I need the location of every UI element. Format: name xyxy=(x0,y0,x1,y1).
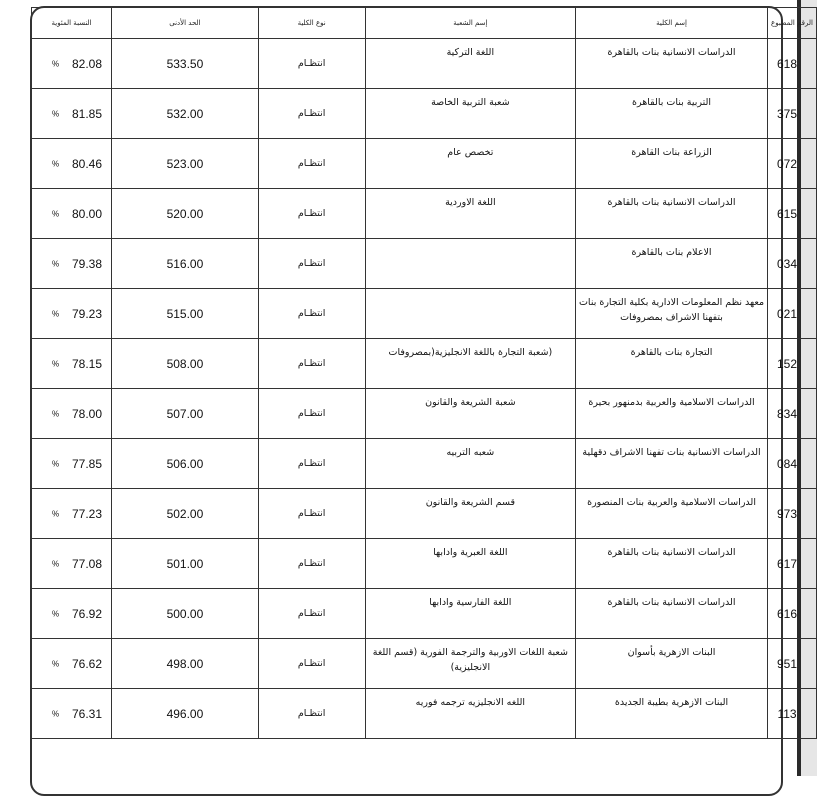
table-row xyxy=(32,489,817,539)
min-score: 496.00 xyxy=(112,689,259,739)
printed-code: 113 xyxy=(768,689,817,739)
percent-sign: % xyxy=(52,109,60,118)
branch-name: اللغة الفارسية وادابها xyxy=(365,589,575,639)
college-name: الدراسات الانسانية بنات بالقاهرة xyxy=(576,39,768,89)
percent-value: 81.85 xyxy=(72,106,103,121)
branch-name: شعبة التربية الخاصة xyxy=(365,89,575,139)
branch-name: شعبة اللغات الاوربية والترجمة الفورية (قسم اللغة الانجليزية) xyxy=(365,639,575,689)
percent-sign: % xyxy=(52,259,60,268)
percent-cell xyxy=(32,389,112,439)
header-printed-code: الرقم المطبوع xyxy=(768,8,817,39)
results-table xyxy=(31,7,817,739)
table-row xyxy=(32,639,817,689)
college-name: التجارة بنات بالقاهرة xyxy=(576,339,768,389)
printed-code: 375 xyxy=(768,89,817,139)
table-row xyxy=(32,539,817,589)
college-type: انتظـام xyxy=(258,689,365,739)
min-score: 508.00 xyxy=(112,339,259,389)
printed-code: 034 xyxy=(768,239,817,289)
percent-value: 76.31 xyxy=(72,706,103,721)
college-type: انتظـام xyxy=(258,89,365,139)
college-name: الاعلام بنات بالقاهرة xyxy=(576,239,768,289)
branch-name: اللغة الاوردية xyxy=(365,189,575,239)
college-type: انتظـام xyxy=(258,139,365,189)
percent-cell xyxy=(32,539,112,589)
percent-cell xyxy=(32,439,112,489)
percent-cell xyxy=(32,89,112,139)
header-min-score: الحد الأدنى xyxy=(112,8,259,39)
percent-sign: % xyxy=(52,309,60,318)
college-name: الدراسات الاسلامية والعربية بدمنهور بحيرة xyxy=(576,389,768,439)
percent-value: 76.92 xyxy=(72,606,103,621)
table-row xyxy=(32,589,817,639)
min-score: 515.00 xyxy=(112,289,259,339)
percent-value: 82.08 xyxy=(72,56,103,71)
printed-code: 021 xyxy=(768,289,817,339)
college-type: انتظـام xyxy=(258,639,365,689)
college-name: البنات الازهرية بأسوان xyxy=(576,639,768,689)
percent-cell xyxy=(32,189,112,239)
college-type: انتظـام xyxy=(258,389,365,439)
printed-code: 617 xyxy=(768,539,817,589)
branch-name xyxy=(365,289,575,339)
min-score: 516.00 xyxy=(112,239,259,289)
branch-name: اللغة العبرية وادابها xyxy=(365,539,575,589)
college-name: البنات الازهرية بطيبة الجديدة xyxy=(576,689,768,739)
percent-sign: % xyxy=(52,59,60,68)
college-name: الدراسات الانسانية بنات بالقاهرة xyxy=(576,189,768,239)
min-score: 507.00 xyxy=(112,389,259,439)
printed-code: 152 xyxy=(768,339,817,389)
college-type: انتظـام xyxy=(258,589,365,639)
college-name: الزراعة بنات القاهرة xyxy=(576,139,768,189)
branch-name: تخصص عام xyxy=(365,139,575,189)
college-type: انتظـام xyxy=(258,339,365,389)
table-header xyxy=(32,8,817,39)
printed-code: 084 xyxy=(768,439,817,489)
percent-value: 80.46 xyxy=(72,156,103,171)
percent-cell xyxy=(32,339,112,389)
percent-value: 79.23 xyxy=(72,306,103,321)
percent-cell xyxy=(32,489,112,539)
college-type: انتظـام xyxy=(258,489,365,539)
min-score: 502.00 xyxy=(112,489,259,539)
college-type: انتظـام xyxy=(258,439,365,489)
percent-cell xyxy=(32,689,112,739)
table-row xyxy=(32,89,817,139)
branch-name: قسم الشريعة والقانون xyxy=(365,489,575,539)
header-college-name: إسم الكلية xyxy=(576,8,768,39)
printed-code: 615 xyxy=(768,189,817,239)
table-row xyxy=(32,689,817,739)
branch-name: شعبة الشريعة والقانون xyxy=(365,389,575,439)
table-row xyxy=(32,339,817,389)
branch-name xyxy=(365,239,575,289)
percent-sign: % xyxy=(52,459,60,468)
percent-value: 77.23 xyxy=(72,506,103,521)
branch-name: اللغة التركية xyxy=(365,39,575,89)
college-name: معهد نظم المعلومات الادارية بكلية التجارة بنات بتفهنا الاشراف بمصروفات xyxy=(576,289,768,339)
college-type: انتظـام xyxy=(258,289,365,339)
percent-value: 78.15 xyxy=(72,356,103,371)
percent-cell xyxy=(32,39,112,89)
header-percent: النسبة المئوية xyxy=(32,8,112,39)
percent-cell xyxy=(32,589,112,639)
branch-name: (شعبة التجارة باللغة الانجليزية(بمصروفات xyxy=(365,339,575,389)
percent-value: 79.38 xyxy=(72,256,103,271)
college-name: الدراسات الانسانية بنات بالقاهرة xyxy=(576,539,768,589)
percent-sign: % xyxy=(52,159,60,168)
percent-value: 78.00 xyxy=(72,406,103,421)
table-row xyxy=(32,139,817,189)
printed-code: 618 xyxy=(768,39,817,89)
header-branch-name: إسم الشعبة xyxy=(365,8,575,39)
header-college-type: نوع الكلية xyxy=(258,8,365,39)
percent-value: 80.00 xyxy=(72,206,103,221)
college-type: انتظـام xyxy=(258,39,365,89)
percent-cell xyxy=(32,239,112,289)
min-score: 520.00 xyxy=(112,189,259,239)
college-name: الدراسات الانسانية بنات بالقاهرة xyxy=(576,589,768,639)
percent-sign: % xyxy=(52,359,60,368)
branch-name: اللغه الانجليزيه ترجمه فوريه xyxy=(365,689,575,739)
printed-code: 616 xyxy=(768,589,817,639)
college-name: الدراسات الانسانية بنات تفهنا الاشراف دقهلية xyxy=(576,439,768,489)
table-row xyxy=(32,189,817,239)
percent-value: 77.08 xyxy=(72,556,103,571)
table-row xyxy=(32,289,817,339)
college-name: التربية بنات بالقاهرة xyxy=(576,89,768,139)
percent-sign: % xyxy=(52,659,60,668)
percent-sign: % xyxy=(52,509,60,518)
college-type: انتظـام xyxy=(258,239,365,289)
table-row xyxy=(32,439,817,489)
branch-name: شعبه التربيه xyxy=(365,439,575,489)
min-score: 501.00 xyxy=(112,539,259,589)
table-row xyxy=(32,389,817,439)
min-score: 498.00 xyxy=(112,639,259,689)
printed-code: 951 xyxy=(768,639,817,689)
printed-code: 072 xyxy=(768,139,817,189)
college-type: انتظـام xyxy=(258,189,365,239)
min-score: 533.50 xyxy=(112,39,259,89)
min-score: 506.00 xyxy=(112,439,259,489)
percent-sign: % xyxy=(52,409,60,418)
printed-code: 973 xyxy=(768,489,817,539)
percent-cell xyxy=(32,289,112,339)
percent-sign: % xyxy=(52,709,60,718)
percent-cell xyxy=(32,639,112,689)
percent-sign: % xyxy=(52,559,60,568)
printed-code: 834 xyxy=(768,389,817,439)
table-row xyxy=(32,39,817,89)
table-row xyxy=(32,239,817,289)
percent-value: 76.62 xyxy=(72,656,103,671)
percent-sign: % xyxy=(52,209,60,218)
min-score: 500.00 xyxy=(112,589,259,639)
percent-value: 77.85 xyxy=(72,456,103,471)
college-name: الدراسات الاسلامية والعربية بنات المنصورة xyxy=(576,489,768,539)
min-score: 523.00 xyxy=(112,139,259,189)
college-type: انتظـام xyxy=(258,539,365,589)
percent-cell xyxy=(32,139,112,189)
min-score: 532.00 xyxy=(112,89,259,139)
percent-sign: % xyxy=(52,609,60,618)
